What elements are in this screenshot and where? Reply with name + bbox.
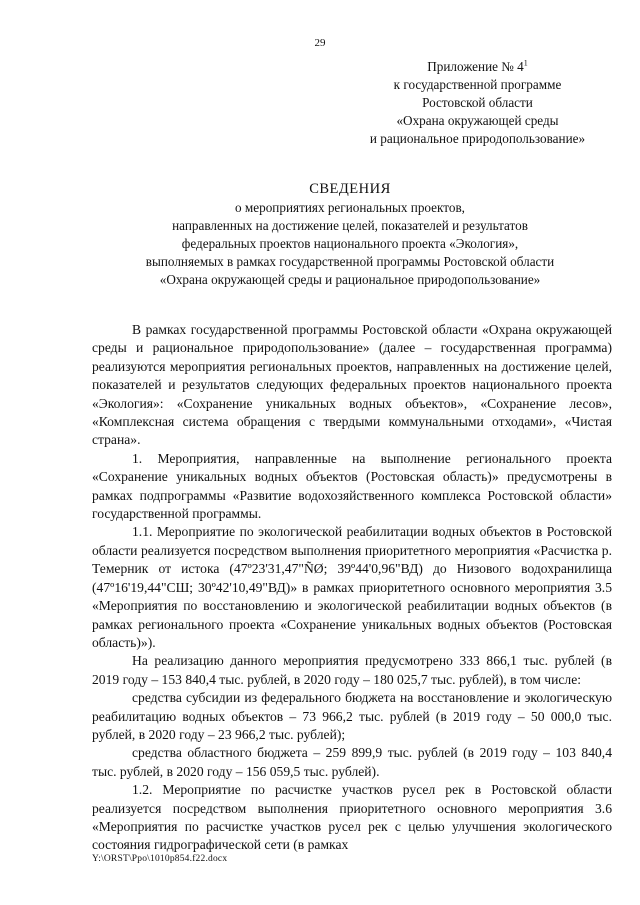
- file-path-footer: Y:\ORST\Ppo\1010p854.f22.docx: [92, 854, 228, 864]
- paragraph-section-1-1: 1.1. Мероприятие по экологической реабилитации водных объектов в Ростовской области реализуется посредством выполнения приоритетного мероприятия «Расчистка р. Темерник от истока (47º23'31,47"ÑØ; 39º44'0,96"ВД) до Низового водохранилища (47º16'19,44"СШ; 30º42'10,49"ВД)» в рамках приоритетного основного мероприятия 3.5 «Мероприятия по восстановлению и экологической реабилитации водных объектов (в рамках регионального проекта «Сохранение уникальных водных объектов (Ростовская область)»).: [92, 524, 612, 650]
- heading-line-3: федеральных проектов национального проекта «Экология»,: [181, 236, 519, 251]
- heading-line-4: выполняемых в рамках государственной программы Ростовской области: [145, 254, 555, 269]
- heading-line-5: «Охрана окружающей среды и рациональное природопользование»: [159, 272, 541, 287]
- appendix-superscript: 1: [523, 58, 528, 68]
- heading-line-2: направленных на достижение целей, показателей и результатов: [172, 218, 528, 233]
- paragraph-regional-funding: средства областного бюджета – 259 899,9 тыс. рублей (в 2019 году – 103 840,4 тыс. рублей, в 2020 году – 156 059,5 тыс. рублей).: [92, 745, 612, 779]
- appendix-line-2: к государственной программе: [393, 77, 562, 92]
- appendix-line-3: Ростовской области: [422, 95, 533, 110]
- paragraph-intro: В рамках государственной программы Ростовской области «Охрана окружающей среды и рациональное природопользование» (далее – государственная программа) реализуются мероприятия региональных проектов, направленных на достижение целей, показателей и результатов следующих федеральных проектов национального проекта «Экология»: «Сохранение уникальных водных объектов», «Сохранение лесов», «Комплексная система обращения с твердыми коммунальными отходами», «Чистая страна».: [92, 322, 612, 448]
- heading-title: СВЕДЕНИЯ: [309, 181, 391, 197]
- paragraph-section-1-2: 1.2. Мероприятие по расчистке участков русел рек в Ростовской области реализуется посредством выполнения приоритетного основного мероприятия 3.6 «Мероприятия по расчистке участков русел рек с целью улучшения экологического состояния гидрографической сети (в рамках: [92, 782, 612, 853]
- paragraph-section-1: 1. Мероприятия, направленные на выполнение регионального проекта «Сохранение уникальных водных объектов (Ростовская область)» предусмотрены в рамках подпрограммы «Развитие водохозяйственного комплекса Ростовской области» государственной программы.: [92, 450, 612, 522]
- appendix-line-4: «Охрана окружающей среды: [396, 113, 559, 128]
- document-heading: [80, 180, 620, 289]
- appendix-line-1: [345, 58, 610, 76]
- heading-line-1: о мероприятиях региональных проектов,: [235, 200, 465, 215]
- appendix-line-5: и рациональное природопользование»: [369, 131, 586, 146]
- appendix-block: [345, 58, 610, 148]
- appendix-title: Приложение № 4: [427, 59, 524, 74]
- body-text: [92, 321, 612, 855]
- page-number: 29: [314, 37, 326, 49]
- paragraph-funding-total: На реализацию данного мероприятия предусмотрено 333 866,1 тыс. рублей (в 2019 году – 153 840,4 тыс. рублей, в 2020 году – 180 025,7 тыс. рублей), в том числе:: [92, 653, 612, 687]
- paragraph-federal-funding: средства субсидии из федерального бюджета на восстановление и экологическую реабилитацию водных объектов – 73 966,2 тыс. рублей (в 2019 году – 50 000,0 тыс. рублей, в 2020 году – 23 966,2 тыс. рублей);: [92, 690, 612, 742]
